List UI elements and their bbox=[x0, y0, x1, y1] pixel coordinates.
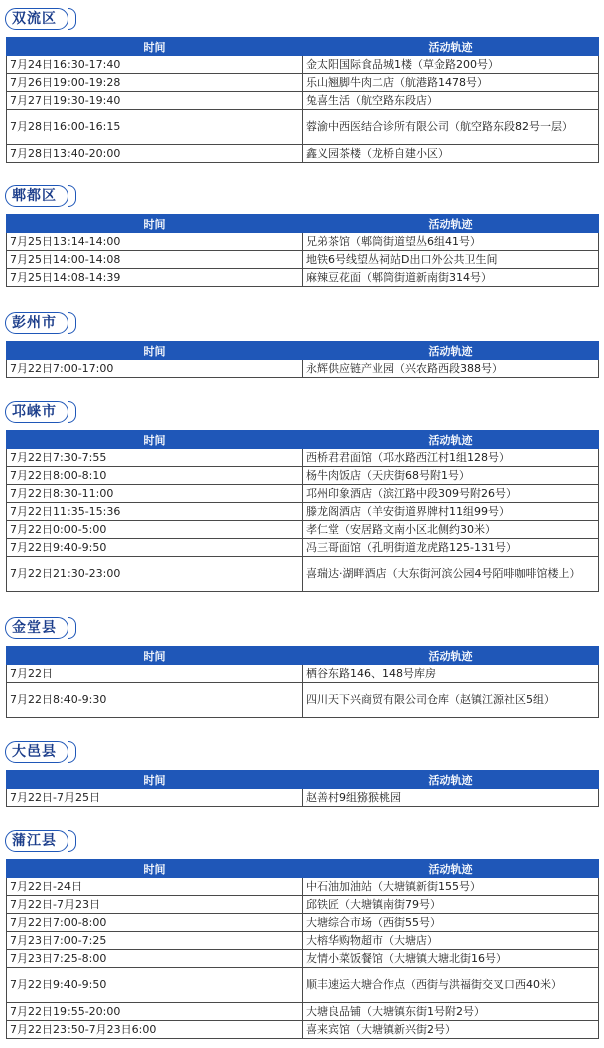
location-cell: 大塘良品铺（大塘镇东街1号附2号） bbox=[303, 1003, 599, 1021]
table-header-row bbox=[7, 860, 599, 878]
location-cell: 地铁6号线望丛祠站D出口外公共卫生间 bbox=[303, 251, 599, 269]
title-badge-tail bbox=[68, 617, 76, 639]
title-badge-tail bbox=[68, 312, 76, 334]
location-cell: 兄弟茶馆（郫筒街道望丛6组41号） bbox=[303, 233, 599, 251]
title-badge-tail bbox=[68, 401, 76, 423]
district-title-badge bbox=[5, 830, 69, 852]
district-name: 彭州市 bbox=[12, 315, 57, 331]
table-row bbox=[7, 950, 599, 968]
location-cell: 大塘综合市场（西街55号） bbox=[303, 914, 599, 932]
table-row bbox=[7, 467, 599, 485]
column-header-time: 时间 bbox=[7, 38, 303, 56]
itinerary-table bbox=[6, 770, 599, 807]
district-title-badge bbox=[5, 312, 69, 334]
column-header-track: 活动轨迹 bbox=[303, 38, 599, 56]
time-cell: 7月28日16:00-16:15 bbox=[7, 110, 303, 145]
table-row bbox=[7, 914, 599, 932]
location-cell: 邛州印象酒店（滨江路中段309号附26号） bbox=[303, 485, 599, 503]
time-cell: 7月22日8:40-9:30 bbox=[7, 683, 303, 718]
column-header-time: 时间 bbox=[7, 215, 303, 233]
table-header-row bbox=[7, 647, 599, 665]
location-cell: 喜来宾馆（大塘镇新兴街2号） bbox=[303, 1021, 599, 1039]
district-name: 双流区 bbox=[12, 11, 57, 27]
location-cell: 杨牛肉饭店（天庆街68号附1号） bbox=[303, 467, 599, 485]
district-name: 郫都区 bbox=[12, 188, 57, 204]
location-cell: 蓉渝中西医结合诊所有限公司（航空路东段82号一层） bbox=[303, 110, 599, 145]
table-row bbox=[7, 1021, 599, 1039]
table-row bbox=[7, 251, 599, 269]
column-header-time: 时间 bbox=[7, 647, 303, 665]
section-title bbox=[0, 8, 604, 34]
table-row bbox=[7, 145, 599, 163]
table-row bbox=[7, 233, 599, 251]
table-row bbox=[7, 665, 599, 683]
time-cell: 7月25日14:00-14:08 bbox=[7, 251, 303, 269]
time-cell: 7月22日9:40-9:50 bbox=[7, 968, 303, 1003]
table-row bbox=[7, 269, 599, 287]
table-row bbox=[7, 449, 599, 467]
time-cell: 7月22日11:35-15:36 bbox=[7, 503, 303, 521]
table-row bbox=[7, 932, 599, 950]
table-row bbox=[7, 539, 599, 557]
location-cell: 滕龙阁酒店（羊安街道界牌村11组99号） bbox=[303, 503, 599, 521]
table-row bbox=[7, 360, 599, 378]
section-dayi bbox=[0, 741, 604, 804]
district-name: 邛崃市 bbox=[12, 404, 57, 420]
location-cell: 金太阳国际食品城1楼（草金路200号） bbox=[303, 56, 599, 74]
district-title-badge bbox=[5, 401, 69, 423]
district-title-badge bbox=[5, 741, 69, 763]
section-title bbox=[0, 312, 604, 338]
section-title bbox=[0, 185, 604, 211]
time-cell: 7月22日 bbox=[7, 665, 303, 683]
location-cell: 孝仁堂（安居路文南小区北侧约30米） bbox=[303, 521, 599, 539]
section-pidu bbox=[0, 185, 604, 284]
location-cell: 麻辣豆花面（郫筒街道新南街314号） bbox=[303, 269, 599, 287]
table-row bbox=[7, 683, 599, 718]
time-cell: 7月22日8:30-11:00 bbox=[7, 485, 303, 503]
column-header-track: 活动轨迹 bbox=[303, 342, 599, 360]
column-header-time: 时间 bbox=[7, 431, 303, 449]
table-row bbox=[7, 56, 599, 74]
time-cell: 7月22日7:00-8:00 bbox=[7, 914, 303, 932]
location-cell: 乐山翘脚牛肉二店（航港路1478号） bbox=[303, 74, 599, 92]
section-qionglai bbox=[0, 401, 604, 580]
table-row bbox=[7, 878, 599, 896]
time-cell: 7月24日16:30-17:40 bbox=[7, 56, 303, 74]
title-badge-tail bbox=[68, 185, 76, 207]
time-cell: 7月27日19:30-19:40 bbox=[7, 92, 303, 110]
section-pengzhou bbox=[0, 312, 604, 375]
location-cell: 顺丰速运大塘合作点（西街与洪福街交叉口西40米） bbox=[303, 968, 599, 1003]
table-header-row bbox=[7, 38, 599, 56]
table-header-row bbox=[7, 215, 599, 233]
column-header-time: 时间 bbox=[7, 342, 303, 360]
time-cell: 7月22日23:50-7月23日6:00 bbox=[7, 1021, 303, 1039]
time-cell: 7月22日7:30-7:55 bbox=[7, 449, 303, 467]
location-cell: 永辉供应链产业园（兴农路西段388号） bbox=[303, 360, 599, 378]
section-title bbox=[0, 830, 604, 856]
column-header-time: 时间 bbox=[7, 860, 303, 878]
table-row bbox=[7, 1003, 599, 1021]
table-row bbox=[7, 110, 599, 145]
section-title bbox=[0, 617, 604, 643]
table-row bbox=[7, 968, 599, 1003]
table-row bbox=[7, 521, 599, 539]
column-header-track: 活动轨迹 bbox=[303, 771, 599, 789]
time-cell: 7月22日0:00-5:00 bbox=[7, 521, 303, 539]
itinerary-table bbox=[6, 341, 599, 378]
time-cell: 7月22日-7月23日 bbox=[7, 896, 303, 914]
section-jintang bbox=[0, 617, 604, 706]
time-cell: 7月22日21:30-23:00 bbox=[7, 557, 303, 592]
district-title-badge bbox=[5, 185, 69, 207]
table-header-row bbox=[7, 771, 599, 789]
time-cell: 7月23日7:25-8:00 bbox=[7, 950, 303, 968]
time-cell: 7月28日13:40-20:00 bbox=[7, 145, 303, 163]
location-cell: 西桥君君面馆（邛水路西江村1组128号） bbox=[303, 449, 599, 467]
title-badge-tail bbox=[68, 8, 76, 30]
section-title bbox=[0, 741, 604, 767]
time-cell: 7月22日8:00-8:10 bbox=[7, 467, 303, 485]
itinerary-table bbox=[6, 646, 599, 718]
column-header-track: 活动轨迹 bbox=[303, 860, 599, 878]
table-header-row bbox=[7, 342, 599, 360]
itinerary-table bbox=[6, 859, 599, 1039]
district-title-badge bbox=[5, 617, 69, 639]
itinerary-table bbox=[6, 214, 599, 287]
table-header-row bbox=[7, 431, 599, 449]
location-cell: 四川天下兴商贸有限公司仓库（赵镇江源社区5组） bbox=[303, 683, 599, 718]
time-cell: 7月22日-7月25日 bbox=[7, 789, 303, 807]
time-cell: 7月22日7:00-17:00 bbox=[7, 360, 303, 378]
location-cell: 邱铁匠（大塘镇南街79号） bbox=[303, 896, 599, 914]
table-row bbox=[7, 557, 599, 592]
district-name: 金堂县 bbox=[12, 620, 57, 636]
district-name: 大邑县 bbox=[12, 744, 57, 760]
location-cell: 喜瑞达·湖畔酒店（大东街河滨公园4号陌啡咖啡馆楼上） bbox=[303, 557, 599, 592]
time-cell: 7月23日7:00-7:25 bbox=[7, 932, 303, 950]
table-row bbox=[7, 92, 599, 110]
column-header-track: 活动轨迹 bbox=[303, 431, 599, 449]
table-row bbox=[7, 74, 599, 92]
time-cell: 7月22日-24日 bbox=[7, 878, 303, 896]
location-cell: 大榕华购物超市（大塘店） bbox=[303, 932, 599, 950]
table-row bbox=[7, 485, 599, 503]
location-cell: 鑫义园茶楼（龙桥自建小区） bbox=[303, 145, 599, 163]
table-row bbox=[7, 503, 599, 521]
column-header-track: 活动轨迹 bbox=[303, 647, 599, 665]
location-cell: 冯三哥面馆（孔明街道龙虎路125-131号） bbox=[303, 539, 599, 557]
location-cell: 兔喜生活（航空路东段店） bbox=[303, 92, 599, 110]
section-title bbox=[0, 401, 604, 427]
time-cell: 7月22日19:55-20:00 bbox=[7, 1003, 303, 1021]
location-cell: 栖谷东路146、148号库房 bbox=[303, 665, 599, 683]
time-cell: 7月22日9:40-9:50 bbox=[7, 539, 303, 557]
location-cell: 中石油加油站（大塘镇新街155号） bbox=[303, 878, 599, 896]
time-cell: 7月25日13:14-14:00 bbox=[7, 233, 303, 251]
location-cell: 友情小菜饭餐馆（大塘镇大塘北街16号） bbox=[303, 950, 599, 968]
table-row bbox=[7, 789, 599, 807]
section-pujiang bbox=[0, 830, 604, 1036]
title-badge-tail bbox=[68, 830, 76, 852]
time-cell: 7月25日14:08-14:39 bbox=[7, 269, 303, 287]
column-header-track: 活动轨迹 bbox=[303, 215, 599, 233]
district-name: 蒲江县 bbox=[12, 833, 57, 849]
time-cell: 7月26日19:00-19:28 bbox=[7, 74, 303, 92]
column-header-time: 时间 bbox=[7, 771, 303, 789]
itinerary-table bbox=[6, 37, 599, 163]
section-shuangliu bbox=[0, 8, 604, 160]
title-badge-tail bbox=[68, 741, 76, 763]
district-title-badge bbox=[5, 8, 69, 30]
location-cell: 赵善村9组猕猴桃园 bbox=[303, 789, 599, 807]
itinerary-table bbox=[6, 430, 599, 592]
table-row bbox=[7, 896, 599, 914]
